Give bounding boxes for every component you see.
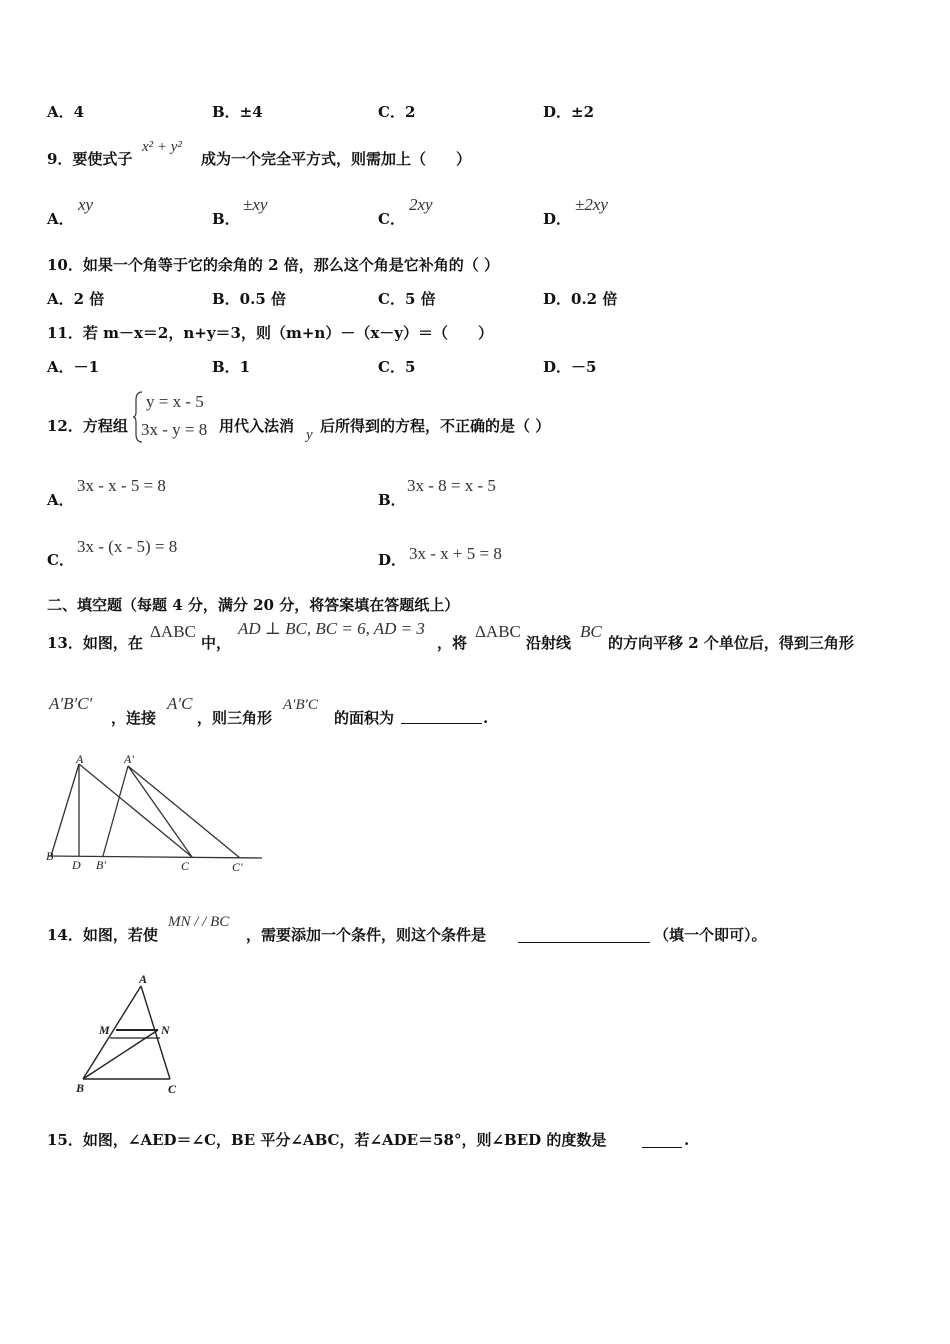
q13-text-connect: ，连接: [111, 709, 157, 727]
q12-option-d: 3x - x + 5 = 8: [409, 544, 502, 563]
q12-equation-2: 3x - y = 8: [141, 420, 208, 439]
q12-equation-1: y = x - 5: [146, 392, 204, 411]
q13-text-rest: 的方向平移 2 个单位后，得到三角形: [608, 634, 854, 652]
q13-side-a1c1: [128, 766, 240, 858]
q9-label-a: A．: [47, 210, 74, 228]
q9-label-c: C．: [378, 210, 405, 228]
q12-stem-part1: 用代入法消: [219, 417, 295, 435]
q9-number: 9．要使式子: [47, 150, 133, 168]
q13-text-comma: ，将: [437, 634, 468, 652]
q13-text-along: 沿射线: [526, 634, 572, 652]
q10-option-c: C．5 倍: [378, 290, 436, 308]
q12-option-b: 3x - 8 = x - 5: [407, 476, 496, 495]
q13-label-b: B: [46, 849, 54, 863]
q8-option-c: C．2: [378, 103, 416, 121]
q13-text-area: 的面积为: [334, 709, 395, 727]
q15-stem: 15．如图，∠AED＝∠C，BE 平分∠ABC，若∠ADE＝58°，则∠BED 的度数是: [47, 1131, 607, 1149]
q13-condition: AD ⊥ BC, BC = 6, AD = 3: [238, 619, 425, 638]
q12-number: 12．方程组: [47, 417, 128, 435]
q13-ray-bc: BC: [580, 622, 602, 641]
q12-option-a: 3x - x - 5 = 8: [77, 476, 166, 495]
q11-option-a: A．－1: [47, 358, 100, 376]
q9-option-c: 2xy: [409, 195, 433, 214]
q13-label-c1: C': [232, 860, 243, 874]
q12-option-c: 3x - (x - 5) = 8: [77, 537, 178, 556]
q9-label-b: B．: [212, 210, 240, 228]
q13-side-ac: [79, 764, 192, 857]
q13-number: 13．如图，在: [47, 634, 143, 652]
q14-label-n: N: [161, 1023, 170, 1037]
q10-stem: 10．如果一个角等于它的余角的 2 倍，那么这个角是它补角的（ ）: [47, 256, 499, 274]
q13-segment-ac: A′C: [167, 694, 193, 713]
q12-variable: y: [306, 427, 313, 443]
q11-option-c: C．5: [378, 358, 416, 376]
q13-triangle-4: A′B′C: [283, 697, 318, 713]
q14-end: （填一个即可）。: [654, 926, 767, 944]
q14-label-c: C: [168, 1082, 177, 1096]
q13-end: .: [483, 709, 489, 727]
q9-stem: 成为一个完全平方式，则需加上（ ）: [201, 150, 472, 168]
q12-label-b: B．: [378, 491, 406, 509]
q10-option-b: B．0.5 倍: [212, 290, 286, 308]
q9-option-b: ±xy: [243, 195, 268, 214]
q12-label-c: C．: [47, 551, 74, 569]
q9-label-d: D．: [543, 210, 572, 228]
q14-segment-bn: [83, 1030, 158, 1079]
q13-answer-blank[interactable]: [401, 709, 482, 724]
q9-expression: x² + y²: [142, 139, 182, 155]
q10-option-d: D．0.2 倍: [543, 290, 618, 308]
q14-stem: ，需要添加一个条件，则这个条件是: [246, 926, 487, 944]
q14-side-ab: [83, 986, 141, 1079]
q15-end: .: [684, 1131, 690, 1149]
q14-figure: [72, 972, 184, 1096]
q9-option-a: xy: [78, 195, 94, 214]
q14-answer-blank[interactable]: [518, 928, 650, 943]
q14-condition: MN / / BC: [168, 914, 230, 930]
q14-label-b: B: [76, 1081, 85, 1095]
q11-stem: 11．若 m－x＝2，n+y＝3，则（m+n）－（x－y）＝（ ）: [47, 324, 493, 342]
q8-option-b: B．±4: [212, 103, 263, 121]
q9-option-d: ±2xy: [575, 195, 608, 214]
q13-triangle-3: A′B′C′: [49, 694, 93, 713]
q13-side-ab: [51, 764, 79, 856]
q10-option-a: A．2 倍: [47, 290, 105, 308]
q12-stem-part2: 后所得到的方程，不正确的是（ ）: [320, 417, 551, 435]
section-2-heading: 二、填空题（每题 4 分，满分 20 分，将答案填在答题纸上）: [47, 596, 460, 614]
q11-option-d: D．－5: [543, 358, 597, 376]
q12-label-d: D．: [378, 551, 407, 569]
q13-triangle-2: ΔABC: [475, 622, 521, 641]
q13-label-c: C: [181, 859, 190, 873]
q13-label-d: D: [72, 858, 81, 872]
q14-number: 14．如图，若使: [47, 926, 158, 944]
q13-label-a1: A': [124, 752, 134, 766]
q13-label-a: A: [76, 752, 84, 766]
q12-label-a: A．: [47, 491, 74, 509]
q14-label-m: M: [99, 1023, 110, 1037]
q11-option-b: B．1: [212, 358, 251, 376]
q13-text-then: ，则三角形: [197, 709, 273, 727]
q13-figure: [42, 752, 267, 877]
q13-triangle: ΔABC: [150, 622, 196, 641]
q14-label-a: A: [139, 972, 148, 986]
q13-label-b1: B': [96, 858, 106, 872]
q13-side-a1b1: [103, 766, 128, 856]
q15-answer-blank[interactable]: [642, 1133, 682, 1148]
q8-option-d: D．±2: [543, 103, 595, 121]
q13-text-mid: 中，: [201, 634, 232, 652]
q8-option-a: A．4: [47, 103, 85, 121]
